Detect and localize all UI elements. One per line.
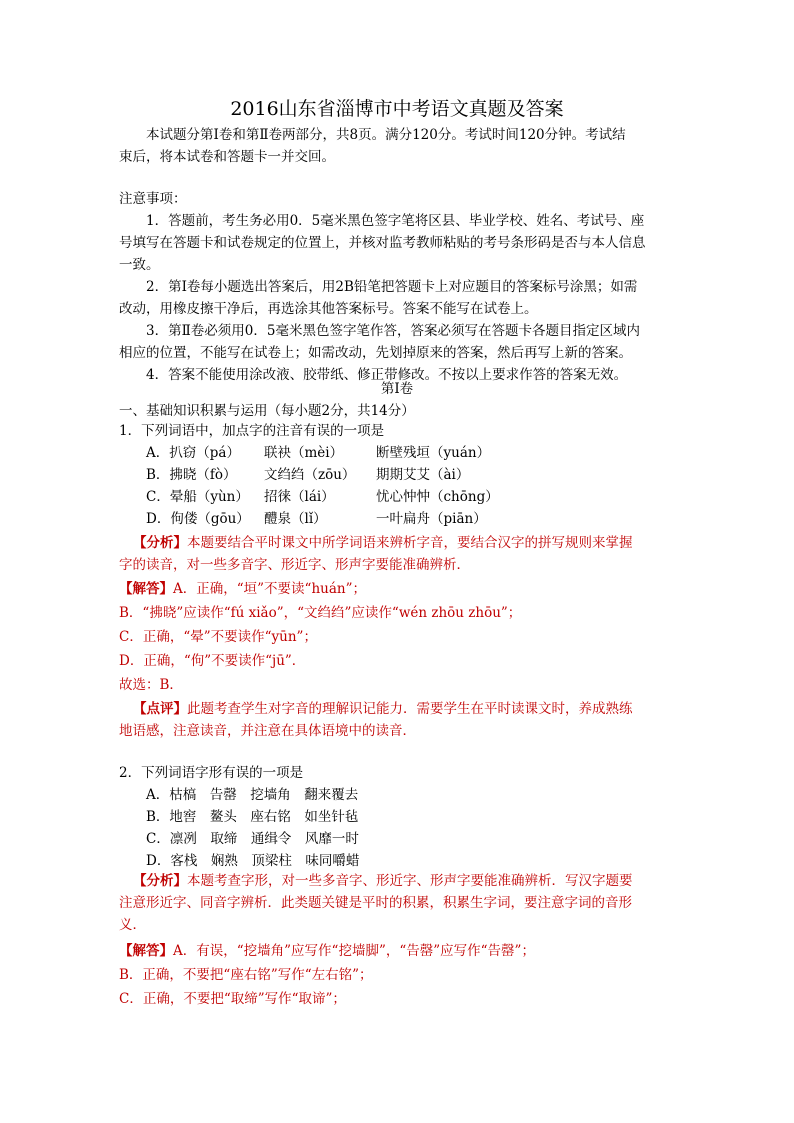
comment-tag: 【点评】 [133,701,187,717]
answer-text: A．有误，“挖墙角”应写作“挖墙脚”，“告罄”应写作“告罄”； [173,943,535,959]
option-cell: 断壁残垣（yuán） [376,445,491,461]
intro-line-1: 本试题分第Ⅰ卷和第Ⅱ卷两部分，共8页。满分120分。考试时间120分钟。考试结 [146,127,626,143]
notice-line: 一致。 [119,257,160,273]
analysis-text: 本题要结合平时课文中所学词语来辨析字音，要结合汉字的拼写规则来掌握 [187,535,633,551]
option-cell: 忧心忡忡（chōng） [376,489,499,505]
part-heading: 一、基础知识积累与运用（每小题2分，共14分） [119,403,415,419]
analysis-line [133,532,693,554]
option-cell: A．扒窃（pá） [146,445,240,461]
volume-heading: 第Ⅰ卷 [380,381,414,397]
comment-text: 此题考查学生对字音的理解识记能力．需要学生在平时读课文时，养成熟练 [187,701,633,717]
option-cell: 醴泉（lǐ） [264,511,327,527]
notice-line: 号填写在答题卡和试卷规定的位置上，并核对监考教师粘贴的考号条形码是否与本人信息 [119,235,646,251]
answer-line: B．正确，不要把“座右铭”写作“左右铭”； [119,967,373,983]
notice-line: 4．答案不能使用涂改液、胶带纸、修正带修改。不按以上要求作答的答案无效。 [146,367,628,383]
question-stem: 1．下列词语中，加点字的注音有误的一项是 [119,423,385,439]
answer-line: C．正确，“晕”不要读作“yūn”； [119,629,317,645]
option-row [146,486,706,508]
answer-line: B．“拂晓”应读作“fú xiǎo”，“文绉绉”应读作“wén zhōu zhōu”； [119,605,522,621]
analysis-line [133,870,693,892]
question-stem: 2．下列词语字形有误的一项是 [119,765,304,781]
page-title: 2016山东省淄博市中考语文真题及答案 [230,98,564,120]
analysis-tag: 【分析】 [133,873,187,889]
answer-tag: 【解答】 [119,943,173,959]
notice-line: 相应的位置，不能写在试卷上；如需改动，先划掉原来的答案，然后再写上新的答案。 [119,345,632,361]
answer-line: D．正确，“佝”不要读作“jū”． [119,653,306,669]
option-cell: 期期艾艾（ài） [376,467,470,483]
notice-line: 改动，用橡皮擦干净后，再选涂其他答案标号。答案不能写在试卷上。 [119,301,538,317]
option-row [146,508,706,530]
intro-line-2: 束后，将本试卷和答题卡一并交回。 [119,149,335,165]
answer-line [119,578,679,600]
option-cell: 一叶扁舟（piān） [376,511,487,527]
answer-tag: 【解答】 [119,581,173,597]
analysis-line: 字的读音，对一些多音字、形近字、形声字要能准确辨析． [119,557,470,573]
notice-title: 注意事项： [119,191,187,207]
analysis-text: 本题考查字形，对一些多音字、形近字、形声字要能准确辨析．写汉字题要 [187,873,633,889]
analysis-tag: 【分析】 [133,535,187,551]
notice-line: 1．答题前，考生务必用0．5毫米黑色签字笔将区县、毕业学校、姓名、考试号、座 [146,213,645,229]
analysis-line: 注意形近字、同音字辨析．此类题关键是平时的积累，积累生字词，要注意字词的音形 [119,895,632,911]
comment-line: 地语感，注意读音，并注意在具体语境中的读音． [119,723,416,739]
option-cell: 招徕（lái） [264,489,335,505]
option-cell: D．佝偻（gōu） [146,511,250,527]
option-row [146,442,706,464]
option-row: A．枯槁 告罄 挖墙角 翻来覆去 [146,787,359,803]
notice-line: 2．第Ⅰ卷每小题选出答案后，用2B铅笔把答题卡上对应题目的答案标号涂黑；如需 [146,279,638,295]
option-row: B．地窖 鳌头 座右铭 如坐针毡 [146,809,359,825]
option-row: D．客栈 娴熟 顶梁柱 味同嚼蜡 [146,853,360,869]
answer-text: A．正确，“垣”不要读“huán”； [173,581,366,597]
notice-line: 3．第Ⅱ卷必须用0．5毫米黑色签字笔作答，答案必须写在答题卡各题目指定区域内 [146,323,640,339]
answer-line: C．正确，不要把“取缔”写作“取谛”； [119,991,346,1007]
choice-line: 故选：B． [119,677,183,693]
option-row: C．凛冽 取缔 通缉令 风靡一时 [146,831,359,847]
option-cell: 文绉绉（zōu） [264,467,356,483]
answer-line [119,940,679,962]
comment-line [133,698,693,720]
option-cell: 联袂（mèi） [264,445,344,461]
option-cell: B．拂晓（fò） [146,467,237,483]
option-row [146,464,706,486]
analysis-line: 义． [119,917,146,933]
option-cell: C．晕船（yùn） [146,489,249,505]
